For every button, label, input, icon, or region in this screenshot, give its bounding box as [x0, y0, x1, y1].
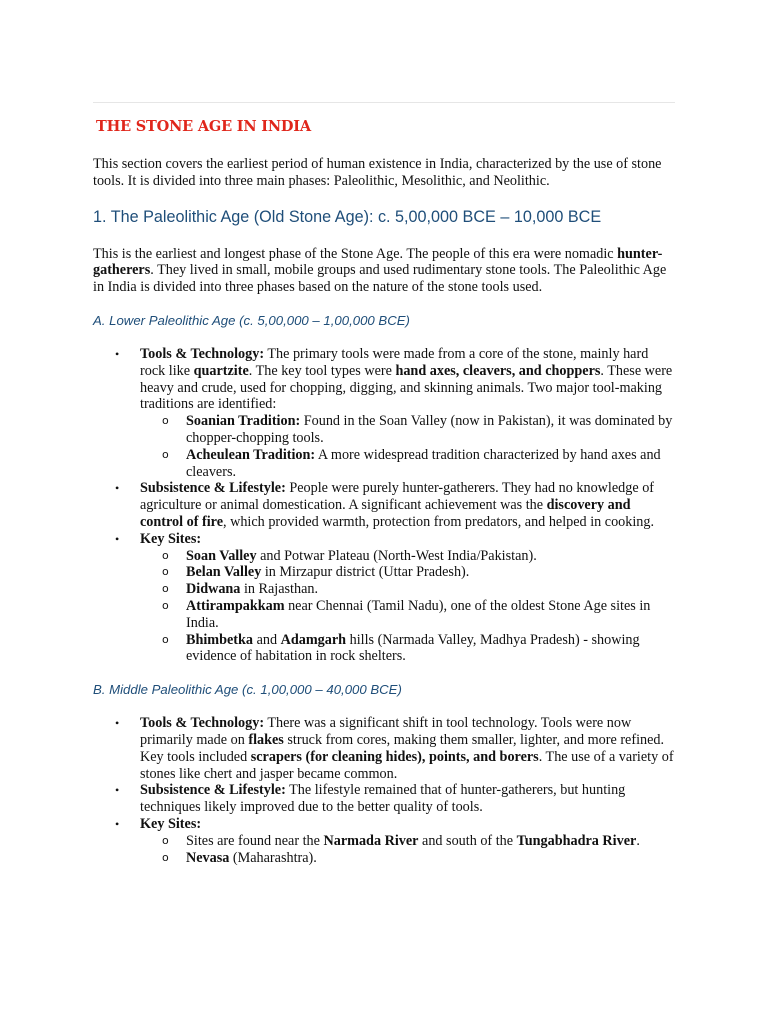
bullet-icon: • — [115, 346, 120, 361]
bullet-icon: • — [115, 816, 120, 831]
circle-bullet-icon: o — [162, 632, 169, 646]
sublist-item-site: o Nevasa (Maharashtra). — [162, 849, 317, 866]
sites-sublist — [140, 548, 675, 666]
bullet-icon: • — [115, 783, 120, 798]
document-body — [93, 117, 675, 866]
list-item-key-sites: • Key Sites: o Sites are found near the Narmada River and south of the Tungabhadra River. o Nevasa (Maharashtra). — [93, 816, 675, 866]
paleolithic-paragraph: This is the earliest and longest phase of the Stone Age. The people of this era were nomadic hunter-gatherers. They lived in small, mobile groups and used rudimentary stone tools. The Paleolithic Age in India is divided into three phases based on the nature of the stone tools used. — [93, 245, 667, 296]
document-title: THE STONE AGE IN INDIA — [96, 118, 311, 135]
paleolithic-heading: 1. The Paleolithic Age (Old Stone Age): c. 5,00,000 BCE – 10,000 BCE — [93, 207, 602, 226]
circle-bullet-icon: o — [162, 548, 169, 562]
sublist-item-site: o Attirampakkam near Chennai (Tamil Nadu), one of the oldest Stone Age sites in India. — [162, 597, 651, 631]
middle-paleolithic-heading: B. Middle Paleolithic Age (c. 1,00,000 – 40,000 BCE) — [93, 682, 402, 698]
traditions-sublist — [140, 413, 675, 480]
bullet-icon: • — [115, 531, 120, 546]
sublist-item-site: o Sites are found near the Narmada River and south of the Tungabhadra River. — [162, 832, 640, 849]
intro-paragraph: This section covers the earliest period of human existence in India, characterized by the use of stone tools. It is divided into three main phases: Paleolithic, Mesolithic, and Neolithic. — [93, 156, 662, 189]
circle-bullet-icon: o — [162, 598, 169, 612]
bullet-icon: • — [115, 716, 120, 731]
header-divider — [93, 102, 675, 103]
list-item-lifestyle: • Subsistence & Lifestyle: The lifestyle remained that of hunter-gatherers, but hunting techniques likely improved due to the better quality of tools. — [115, 782, 626, 816]
list-item-tools: • Tools & Technology: There was a significant shift in tool technology. Tools were now primarily made on flakes struck from cores, making them smaller, lighter, and more refined. Key tools included scrapers (for cleaning hides), points, and borers. The use of a variety of stones like chert and jasper became common. — [115, 715, 674, 782]
circle-bullet-icon: o — [162, 850, 169, 864]
sublist-item-acheulean: o Acheulean Tradition: A more widespread tradition characterized by hand axes and cleavers. — [162, 446, 661, 480]
sublist-item-site: o Didwana in Rajasthan. — [162, 581, 319, 598]
lower-paleolithic-list — [93, 346, 675, 665]
middle-paleolithic-list — [93, 715, 675, 866]
circle-bullet-icon: o — [162, 414, 169, 428]
list-item-tools: • Tools & Technology: The primary tools were made from a core of the stone, mainly hard rock like quartzite. The key tool types were hand axes, cleavers, and choppers. These were heavy and crude, used for chopping, digging, and skinning animals. Two major tool-making traditions are identified: o Soanian Tradition: Found in the Soan Valley (now in Pakistan), it was dominated by chopper-chopping tools. o Acheulean Tradition: A more widespread tradition characterized by hand axes and cleavers. — [93, 346, 675, 480]
sublist-item-site: o Bhimbetka and Adamgarh hills (Narmada Valley, Madhya Pradesh) - showing evidence of habitation in rock shelters. — [162, 631, 640, 665]
lower-paleolithic-heading: A. Lower Paleolithic Age (c. 5,00,000 – 1,00,000 BCE) — [93, 312, 410, 328]
circle-bullet-icon: o — [162, 833, 169, 847]
sites-sublist — [140, 833, 675, 867]
circle-bullet-icon: o — [162, 447, 169, 461]
sublist-item-site: o Soan Valley and Potwar Plateau (North-West India/Pakistan). — [162, 547, 537, 564]
circle-bullet-icon: o — [162, 582, 169, 596]
sublist-item-site: o Belan Valley in Mirzapur district (Uttar Pradesh). — [162, 564, 470, 581]
list-item-key-sites: • Key Sites: o Soan Valley and Potwar Plateau (North-West India/Pakistan). o Belan Valley in Mirzapur district (Uttar Pradesh). o Didwana in Rajasthan. o Attirampakkam near Chennai (Tamil Nadu), one of the oldest Stone Age sites in India. o Bhimbetka and Adamgarh hills (Narmada Valley, Madhya Pradesh) - showing evidence of habitation in rock shelters. — [93, 531, 675, 665]
sublist-item-soanian: o Soanian Tradition: Found in the Soan Valley (now in Pakistan), it was dominated by chopper-chopping tools. — [162, 413, 673, 446]
bullet-icon: • — [115, 481, 120, 496]
circle-bullet-icon: o — [162, 565, 169, 579]
list-item-lifestyle: • Subsistence & Lifestyle: People were purely hunter-gatherers. They had no knowledge of agriculture or animal domestication. A significant achievement was the discovery and control of fire, which provided warmth, protection from predators, and helped in cooking. — [115, 480, 655, 530]
